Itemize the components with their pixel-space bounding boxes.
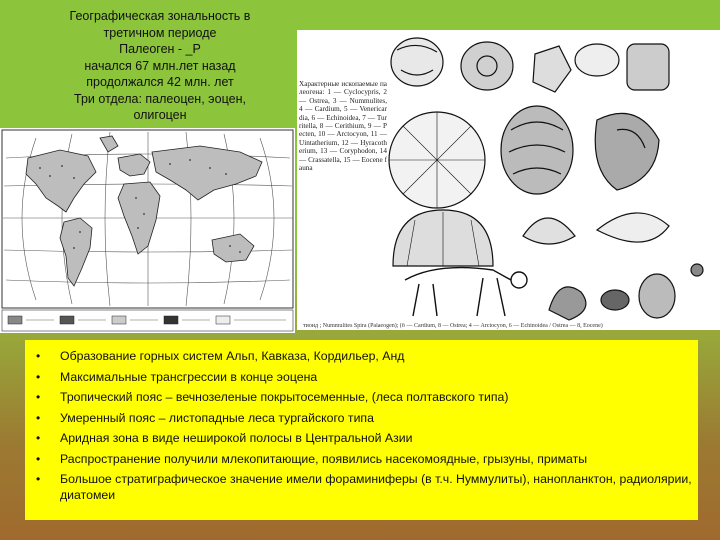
- bullet-item: [33, 389, 692, 405]
- bullet-item: [33, 430, 692, 446]
- title-line-5: продолжался 42 млн. лет: [86, 75, 234, 89]
- fossils-bottom-caption: тиоид ; Nummulites Spira (Palaeogen); (б — Cardium, 8 — Ostrea; 4 — Arctocyon, 6 — Echinoidea / Ostrea — 8, Eocene): [303, 323, 603, 329]
- title-line-3: Палеоген - _P: [119, 42, 201, 56]
- bullet-dot: •: [36, 349, 41, 363]
- slide-title: [30, 8, 290, 124]
- title-line-2: третичном периоде: [103, 25, 217, 40]
- bullet-text: Образование горных систем Альп, Кавказа, Кордильер, Анд: [60, 349, 405, 363]
- paleogene-fossils-plate: [297, 30, 720, 330]
- bullet-text: Большое стратиграфическое значение имели фораминиферы (в т.ч. Нуммулиты), нанопланктон, радиолярии, диатомеи: [60, 472, 692, 502]
- paleogene-world-map: [0, 128, 295, 333]
- bullet-item: [33, 369, 692, 385]
- bullet-dot: •: [36, 410, 41, 425]
- bullet-text: Распространение получили млекопитающие, появились насекомоядные, грызуны, приматы: [60, 451, 588, 466]
- bullet-list: [33, 348, 692, 503]
- bullet-item: [33, 348, 692, 364]
- bullet-item: [33, 410, 692, 426]
- title-line-4: начался 67 млн.лет назад: [84, 58, 236, 73]
- bullet-text: Максимальные трансгрессии в конце эоцена: [60, 369, 318, 384]
- fossils-caption-text: Характерные ископаемые палеогена: 1 — Cyclocypris, 2 — Ostrea, 3 — Nummulites, 4 — Cardium, 5 — Venericardia, 6 — Echinoidea, 7 — Turritella, 8 — Cerithium, 9 — Pecten, 10 — Arctocyon, 11 — Uintatherium, 12 — Hyracotherium, 13 — Coryphodon, 14 — Crassatella, 15 — Eocene fauna: [299, 80, 387, 173]
- bullet-text: Умеренный пояс – листопадные леса тургайского типа: [60, 410, 374, 425]
- title-line-6: Три отдела: палеоцен, эоцен,: [74, 91, 246, 106]
- title-line-7: олигоцен: [133, 108, 187, 122]
- bullet-dot: •: [36, 472, 41, 486]
- bullet-content-box: [25, 340, 698, 520]
- bullet-dot: •: [36, 390, 41, 404]
- title-line-1: Географическая зональность в: [69, 9, 251, 23]
- bullet-dot: •: [36, 451, 41, 466]
- bullet-dot: •: [36, 431, 41, 445]
- bullet-item: [33, 451, 692, 467]
- bullet-dot: •: [36, 369, 41, 384]
- bullet-item: [33, 471, 692, 503]
- bullet-text: Тропический пояс – вечнозеленые покрытосеменные, (леса полтавского типа): [60, 390, 509, 404]
- bullet-text: Аридная зона в виде неширокой полосы в Центральной Азии: [60, 431, 413, 445]
